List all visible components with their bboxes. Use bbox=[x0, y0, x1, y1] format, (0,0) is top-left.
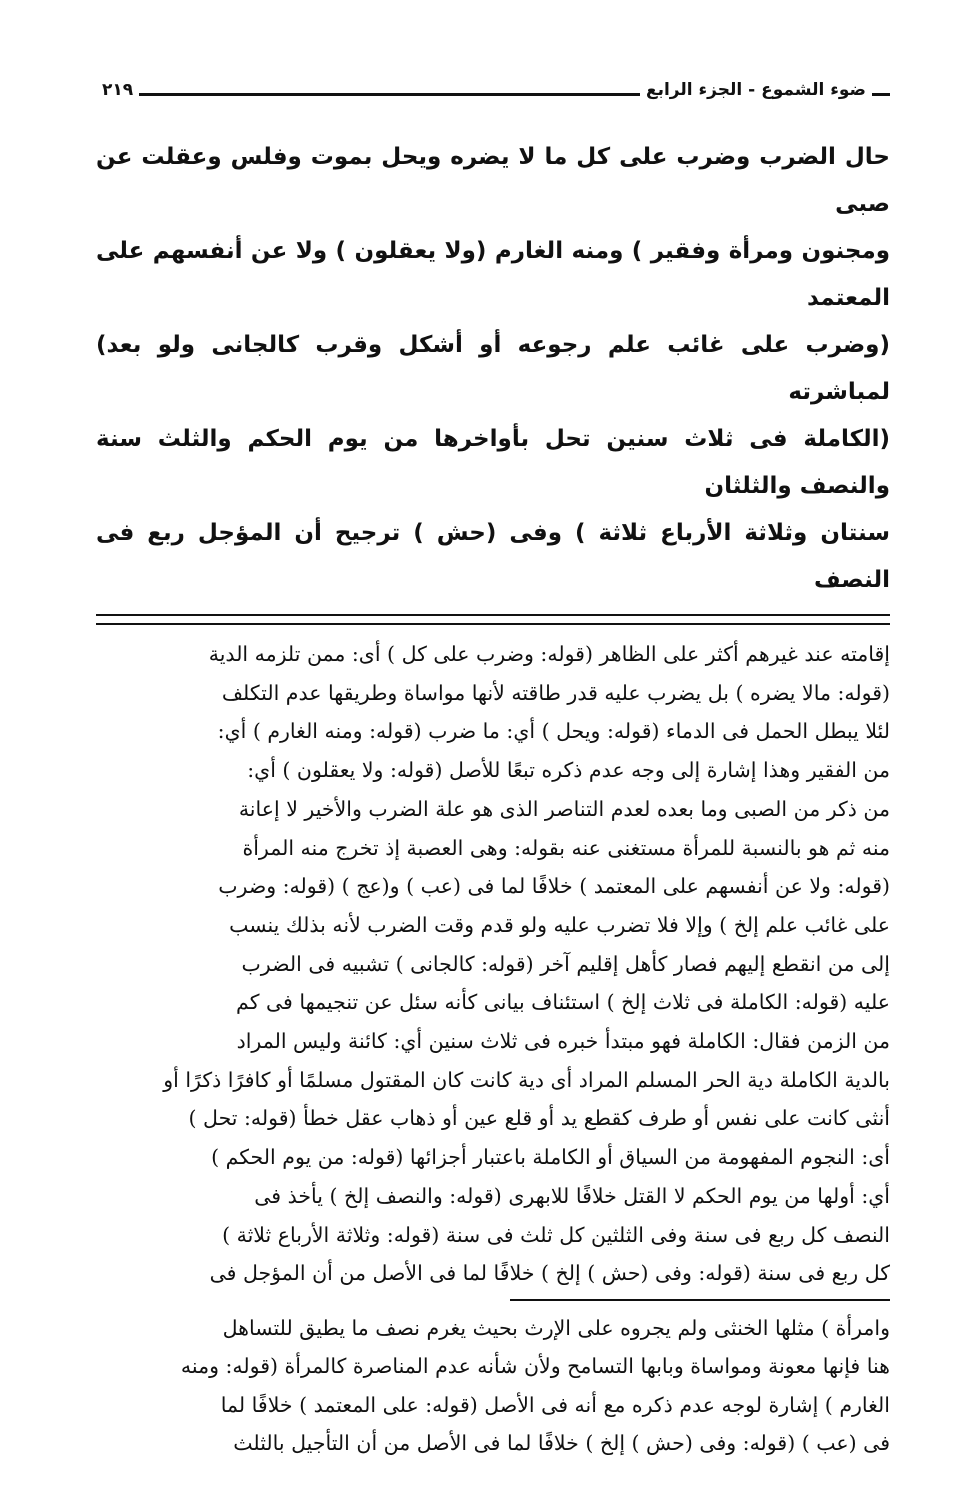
main-text-line: سنتان وثلاثة الأرباع ثلاثة ) وفى (حش ) ترجيح أن المؤجل ربع فى النصف bbox=[96, 520, 890, 593]
main-text-line: ومجنون ومرأة وفقير ) ومنه الغارم (ولا يعقلون ) ولا عن أنفسهم على المعتمد bbox=[96, 238, 890, 311]
commentary-line: لئلا يبطل الحمل فى الدماء (قوله: ويحل ) أي: ما ضرب (قوله: ومنه الغارم ) أي: bbox=[217, 719, 890, 744]
double-divider bbox=[96, 614, 890, 625]
main-text-line: (الكاملة فى ثلاث سنين تحل بأواخرها من يوم الحكم والثلث سنة والنصف والثلثان bbox=[96, 426, 890, 499]
header-title: ضوء الشموع - الجزء الرابع bbox=[640, 80, 872, 100]
main-text-line: (وضرب على غائب علم رجوعه أو أشكل وقرب كالجانى ولو بعد) لمباشرته bbox=[96, 332, 890, 405]
commentary-line: من الزمن فقال: الكاملة فهو مبتدأ خبره فى ثلاث سنين أي: كائنة وليس المراد bbox=[236, 1029, 890, 1054]
commentary-line: (قوله: مالا يضره ) بل يضرب عليه قدر طاقته لأنها مواساة وطريقها عدم التكلف bbox=[221, 680, 890, 705]
footnote-text bbox=[96, 1309, 890, 1463]
commentary-line: النصف كل ربع فى سنة وفى الثلثين كل ثلث فى سنة (قوله: وثلاثة الأرباع ثلاثة ) bbox=[222, 1222, 890, 1247]
page-number: ٢١٩ bbox=[96, 80, 139, 100]
footnote-line: الغارم ) إشارة لوجه عدم ذكره مع أنه فى الأصل (قوله: على المعتمد ) خلافًا لما bbox=[220, 1392, 890, 1417]
commentary-line: منه ثم هو بالنسبة للمرأة مستغنى عنه بقوله: وهى العصبة إذ تخرج منه المرأة bbox=[242, 835, 890, 860]
commentary-line: أنثى كانت على نفس أو طرف كقطع يد أو قلع عين أو ذهاب عقل خطأ (قوله: تحل ) bbox=[188, 1106, 890, 1131]
commentary-line: إقامته عند غيرهم أكثر على الظاهر (قوله: وضرب على كل ) أى: ممن تلزمه الدية bbox=[208, 642, 890, 666]
main-text bbox=[96, 134, 890, 604]
commentary-line: من ذكر من الصبى وما بعده لعدم التناصر الذى هو علة الضرب والأخير لا إعانة bbox=[238, 796, 890, 821]
commentary-text bbox=[96, 635, 890, 1293]
commentary-line: إلى من انقطع إليهم فصار كأهل إقليم آخر (قوله: كالجانى ) تشبيه فى الضرب bbox=[241, 951, 890, 976]
running-header bbox=[96, 80, 890, 120]
commentary-line: أى: النجوم المفهومة من السياق أو الكاملة باعتبار أجزائها (قوله: من يوم الحكم ) bbox=[211, 1145, 890, 1170]
footnote-line: هنا فإنها معونة ومواساة وبابها التسامح ولأن شأنه عدم المناصرة كالمرأة (قوله: ومنه bbox=[180, 1354, 890, 1379]
main-text-line: حال الضرب وضرب على كل ما لا يضره ويحل بموت وفلس وعقلت عن صبى bbox=[96, 144, 890, 217]
commentary-line: (قوله: ولا عن أنفسهم على المعتمد ) خلافًا لما فى (عب ) و(عج ) (قوله: وضرب bbox=[218, 874, 890, 899]
footnote-divider bbox=[510, 1299, 890, 1301]
commentary-line: من الفقير وهذا إشارة إلى وجه عدم ذكره تبعًا للأصل (قوله: ولا يعقلون ) أي: bbox=[247, 758, 890, 783]
commentary-line: عليه (قوله: الكاملة فى ثلاث إلخ ) استئناف بيانى كأنه سئل عن تنجيمها فى كم bbox=[236, 990, 890, 1015]
page bbox=[96, 80, 890, 1463]
footnote-line: وامرأة ) مثلها الخنثى ولم يجروه على الإرث بحيث يغرم نصف ما يطيق للتساهل bbox=[222, 1315, 890, 1340]
commentary-line: بالدية الكاملة دية الحر المسلم المراد أى دية كانت كان المقتول مسلمًا أو كافرًا ذكرًا أو bbox=[163, 1067, 890, 1092]
footnote-line: فى (عب ) (قوله: وفى (حش ) إلخ ) خلافًا لما فى الأصل من أن التأجيل بالثلث bbox=[233, 1431, 890, 1456]
commentary-line: أي: أولها من يوم الحكم لا القتل خلافًا للابهرى (قوله: والنصف إلخ ) يأخذ فى bbox=[254, 1183, 890, 1208]
commentary-line: على غائب علم إلخ ) وإلا فلا تضرب عليه ولو قدم وقت الضرب لأنه بذلك ينسب bbox=[229, 912, 890, 937]
header-dash bbox=[876, 93, 890, 96]
commentary-line: كل ربع فى سنة (قوله: وفى (حش ) إلخ ) خلافًا لما فى الأصل من أن المؤجل فى bbox=[209, 1261, 890, 1286]
